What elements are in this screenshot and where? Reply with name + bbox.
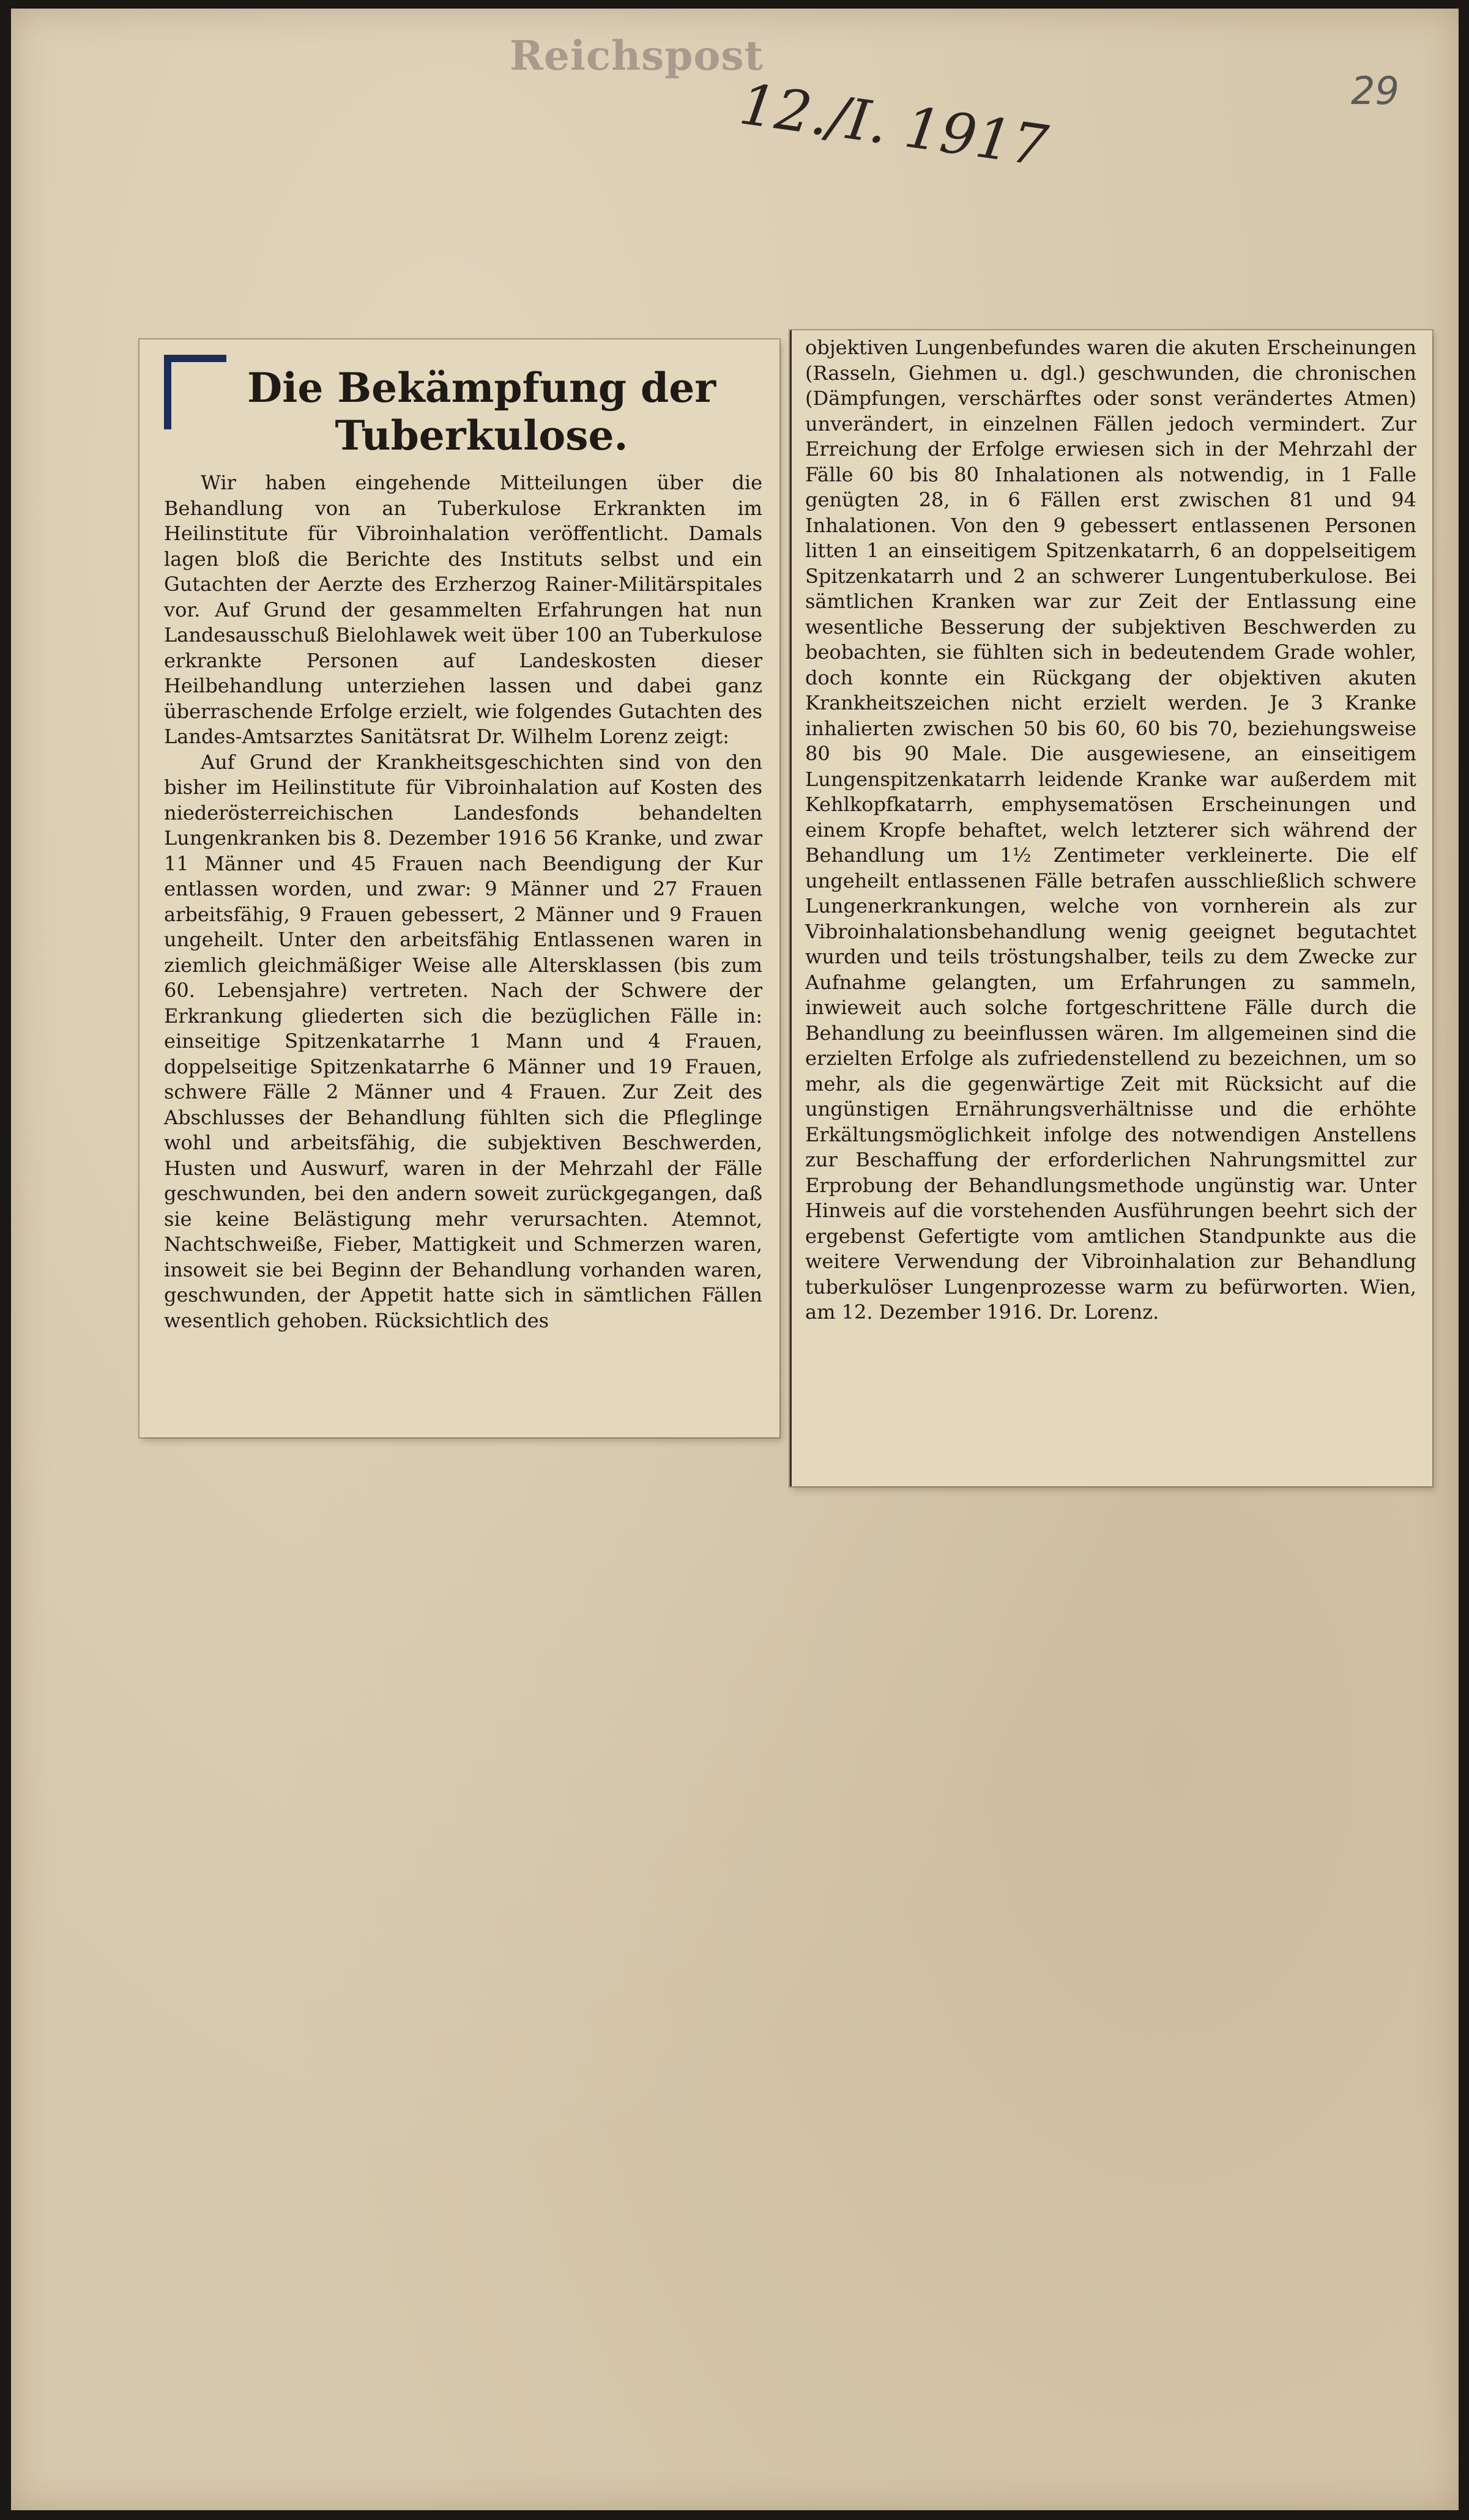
newspaper-stamp: Reichspost bbox=[510, 32, 764, 80]
article-paragraph-report: Auf Grund der Krankheitsgeschichten sind von den bisher im Heilinstitute für Vibroinhalation auf Kosten des niederösterreichischen Landesfonds behandelten Lungenkranken bis 8. Dezember 1916 56 Kranke, und zwar 11 Männer und 45 Frauen nach Beendigung der Kur entlassen worden, und zwar: 9 Männer und 27 Frauen arbeitsfähig, 9 Frauen gebessert, 2 Männer und 9 Frauen ungeheilt. Unter den arbeitsfähig Entlassenen waren in ziemlich gleichmäßiger Weise alle Altersklassen (bis zum 60. Lebensjahre) vertreten. Nach der Schwere der Erkrankung gliederten sich die bezüglichen Fälle in: einseitige Spitzenkatarrhe 1 Mann und 4 Frauen, doppelseitige Spitzenkatarrhe 6 Männer und 19 Frauen, schwere Fälle 2 Männer und 4 Frauen. Zur Zeit des Abschlusses der Behandlung fühlten sich die Pfleglinge wohl und arbeitsfähig, die subjektiven Beschwerden, Husten und Auswurf, waren in der Mehrzahl der Fälle geschwunden, bei den andern soweit zurückgegangen, daß sie keine Belästigung mehr verursachten. Atemnot, Nachtschweiße, Fieber, Mattigkeit und Schmerzen waren, insoweit sie bei Beginn der Behandlung vorhanden waren, geschwunden, der Appetit hatte sich in sämtlichen Fällen wesentlich gehoben. Rücksichtlich des bbox=[164, 750, 762, 1332]
handwritten-date: 12./I. 1917 bbox=[735, 71, 1052, 179]
article-headline: Die Bekämpfung der Tuberkulose. bbox=[247, 364, 716, 459]
article-paragraph-continued: objektiven Lungenbefundes waren die akuten Erscheinungen (Rasseln, Giehmen u. dgl.) geschwunden, die chronischen (Dämpfungen, verschärftes oder sonst verändertes Atmen) unverändert, in einzelnen Fällen jedoch vermindert. Zur Erreichung der Erfolge erwiesen sich in der Mehrzahl der Fälle 60 bis 80 Inhalationen als notwendig, in 1 Falle genügten 28, in 6 Fällen erst zwischen 81 und 94 Inhalationen. Von den 9 gebessert entlassenen Personen litten 1 an einseitigem Spitzenkatarrh, 6 an doppelseitigem Spitzenkatarrh und 2 an schwerer Lungentuberkulose. Bei sämtlichen Kranken war zur Zeit der Entlassung eine wesentliche Besserung der subjektiven Beschwerden zu beobachten, sie fühlten sich in bedeutendem Grade wohler, doch konnte ein Rückgang der objektiven akuten Krankheitszeichen nicht erzielt werden. Je 3 Kranke inhalierten zwischen 50 bis 60, 60 bis 70, beziehungsweise 80 bis 90 Male. Die ausgewiesene, an einseitigem Lungenspitzenkatarrh leidende Kranke war außerdem mit Kehlkopfkatarrh, emphysematösen Erscheinungen und einem Kropfe behaftet, welch letzterer sich während der Behandlung um 1½ Zentimeter verkleinerte. Die elf ungeheilt entlassenen Fälle betrafen ausschließlich schwere Lungenerkrankungen, welche von vornherein als zur Vibroinhalationsbehandlung wenig geeignet begutachtet wurden und teils tröstungshalber, teils zu dem Zwecke zur Aufnahme gelangten, um Erfahrungen zu sammeln, inwieweit auch solche fortgeschrittene Fälle durch die Behandlung zu beeinflussen wären. Im allgemeinen sind die erzielten Erfolge als zufriedenstellend zu bezeichnen, um so mehr, als die gegenwärtige Zeit mit Rücksicht auf die ungünstigen Ernährungsverhältnisse und die erhöhte Erkältungsmöglichkeit infolge des notwendigen Anstellens zur Beschaffung der erforderlichen Nahrungsmittel zur Erprobung der Behandlungsmethode ungünstig war. Unter Hinweis auf die vorstehenden Ausführungen beehrt sich der ergebenst Gefertigte vom amtlichen Standpunkte aus die weitere Verwendung der Vibroinhalation zur Behandlung tuberkulöser Lungenprozesse warm zu befürworten. Wien, am 12. Dezember 1916. Dr. Lorenz. bbox=[805, 336, 1416, 1324]
page-number: 29 bbox=[1351, 69, 1399, 113]
clipping-right-column bbox=[790, 330, 1432, 1486]
clipping-left-column bbox=[139, 339, 779, 1437]
article-paragraph-intro: Wir haben eingehende Mitteilungen über die Behandlung von an Tuberkulose Erkrankten im Heilinstitute für Vibroinhalation veröffentlicht. Damals lagen bloß die Berichte des Instituts selbst und ein Gutachten der Aerzte des Erzherzog Rainer-Militärspitales vor. Auf Grund der gesammelten Erfahrungen hat nun Landesausschuß Bielohlawek weit über 100 an Tuberkulose erkrankte Personen auf Landeskosten dieser Heilbehandlung unterziehen lassen und dabei ganz überraschende Erfolge erzielt, wie folgendes Gutachten des Landes-Amtsarztes Sanitätsrat Dr. Wilhelm Lorenz zeigt: bbox=[164, 471, 762, 748]
blue-pencil-mark bbox=[164, 355, 226, 429]
